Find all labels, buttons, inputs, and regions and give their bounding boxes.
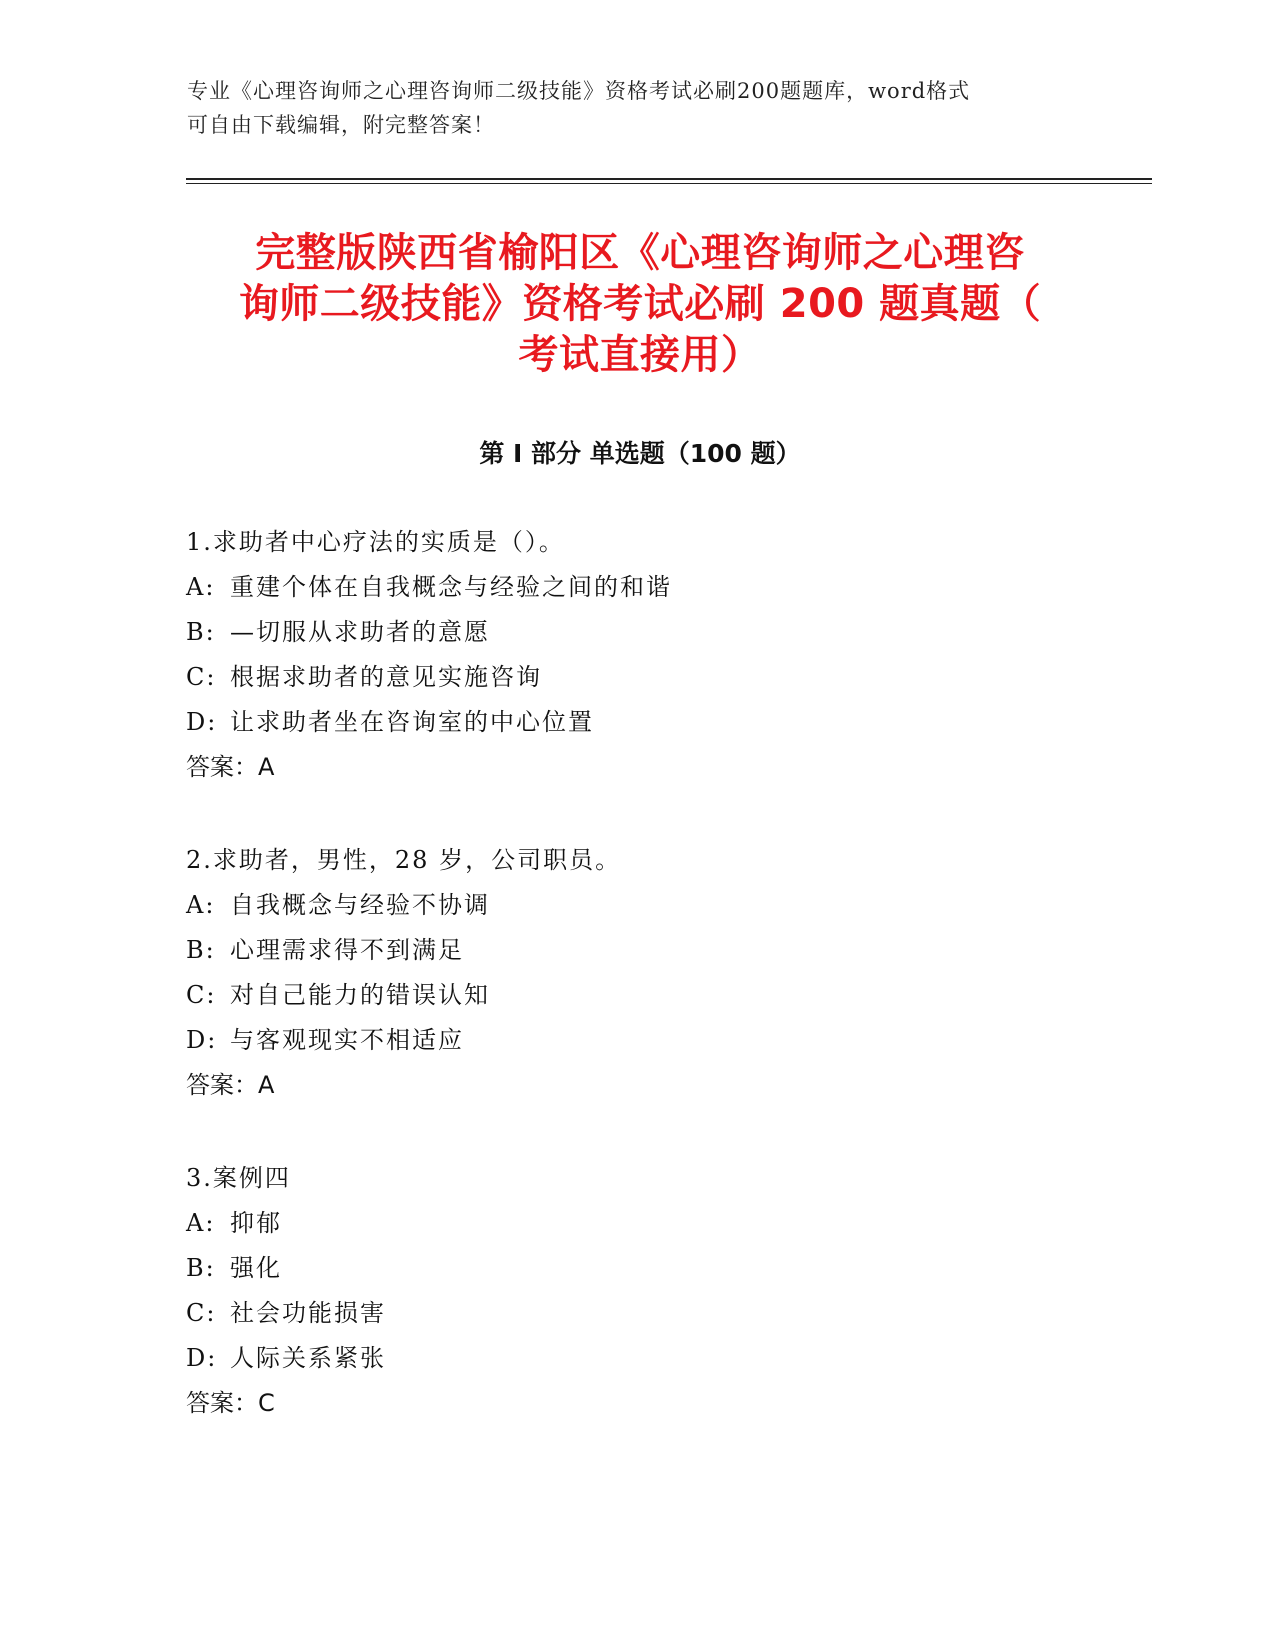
answer-line: 答案：C — [186, 1389, 275, 1417]
option-key: C: — [186, 1299, 217, 1327]
option-text: 抑郁 — [230, 1209, 282, 1237]
header-note — [187, 74, 1067, 142]
question-stem: 3.案例四 — [186, 1164, 291, 1192]
question-stem: 2.求助者，男性，28 岁，公司职员。 — [186, 846, 622, 874]
option-key: B: — [186, 936, 216, 964]
option-key: D: — [186, 708, 218, 736]
question-stem: 1.求助者中心疗法的实质是（）。 — [186, 528, 565, 556]
option-text: 对自己能力的错误认知 — [230, 981, 490, 1009]
option-text: 强化 — [230, 1254, 282, 1282]
option-key: A: — [186, 573, 216, 601]
option-b — [186, 928, 1086, 973]
option-c — [186, 1291, 1086, 1336]
document-title-line-1: 完整版陕西省榆阳区《心理咨询师之心理咨 — [255, 230, 1025, 276]
question-item — [186, 520, 1086, 790]
option-text: 心理需求得不到满足 — [230, 936, 464, 964]
option-b — [186, 610, 1086, 655]
option-text: —切服从求助者的意愿 — [230, 618, 490, 646]
option-a — [186, 1201, 1086, 1246]
option-text: 人际关系紧张 — [230, 1344, 386, 1372]
option-a — [186, 883, 1086, 928]
option-d — [186, 700, 1086, 745]
option-text: 重建个体在自我概念与经验之间的和谐 — [230, 573, 672, 601]
option-key: C: — [186, 663, 217, 691]
option-key: A: — [186, 891, 216, 919]
option-d — [186, 1018, 1086, 1063]
answer-line: 答案：A — [186, 753, 275, 781]
section-heading: 第 I 部分 单选题（100 题） — [479, 439, 801, 468]
option-d — [186, 1336, 1086, 1381]
header-rule-thick — [186, 178, 1152, 180]
option-key: B: — [186, 1254, 216, 1282]
option-text: 根据求助者的意见实施咨询 — [230, 663, 542, 691]
header-rule-thin — [186, 183, 1152, 184]
answer-line: 答案：A — [186, 1071, 275, 1099]
option-text: 让求助者坐在咨询室的中心位置 — [230, 708, 594, 736]
option-key: C: — [186, 981, 217, 1009]
document-title-line-3: 考试直接用） — [518, 332, 762, 378]
header-note-line-2: 可自由下载编辑，附完整答案！ — [187, 113, 495, 137]
option-a — [186, 565, 1086, 610]
option-c — [186, 973, 1086, 1018]
option-text: 与客观现实不相适应 — [230, 1026, 464, 1054]
document-title-line-2: 询师二级技能》资格考试必刷 200 题真题（ — [238, 281, 1042, 327]
header-note-line-1: 专业《心理咨询师之心理咨询师二级技能》资格考试必刷200题题库，word格式 — [187, 79, 971, 103]
option-c — [186, 655, 1086, 700]
option-b — [186, 1246, 1086, 1291]
question-item — [186, 1156, 1086, 1426]
option-key: D: — [186, 1026, 218, 1054]
option-text: 社会功能损害 — [230, 1299, 386, 1327]
document-title — [180, 228, 1100, 381]
question-item — [186, 838, 1086, 1108]
option-text: 自我概念与经验不协调 — [230, 891, 490, 919]
option-key: D: — [186, 1344, 218, 1372]
option-key: B: — [186, 618, 216, 646]
option-key: A: — [186, 1209, 216, 1237]
